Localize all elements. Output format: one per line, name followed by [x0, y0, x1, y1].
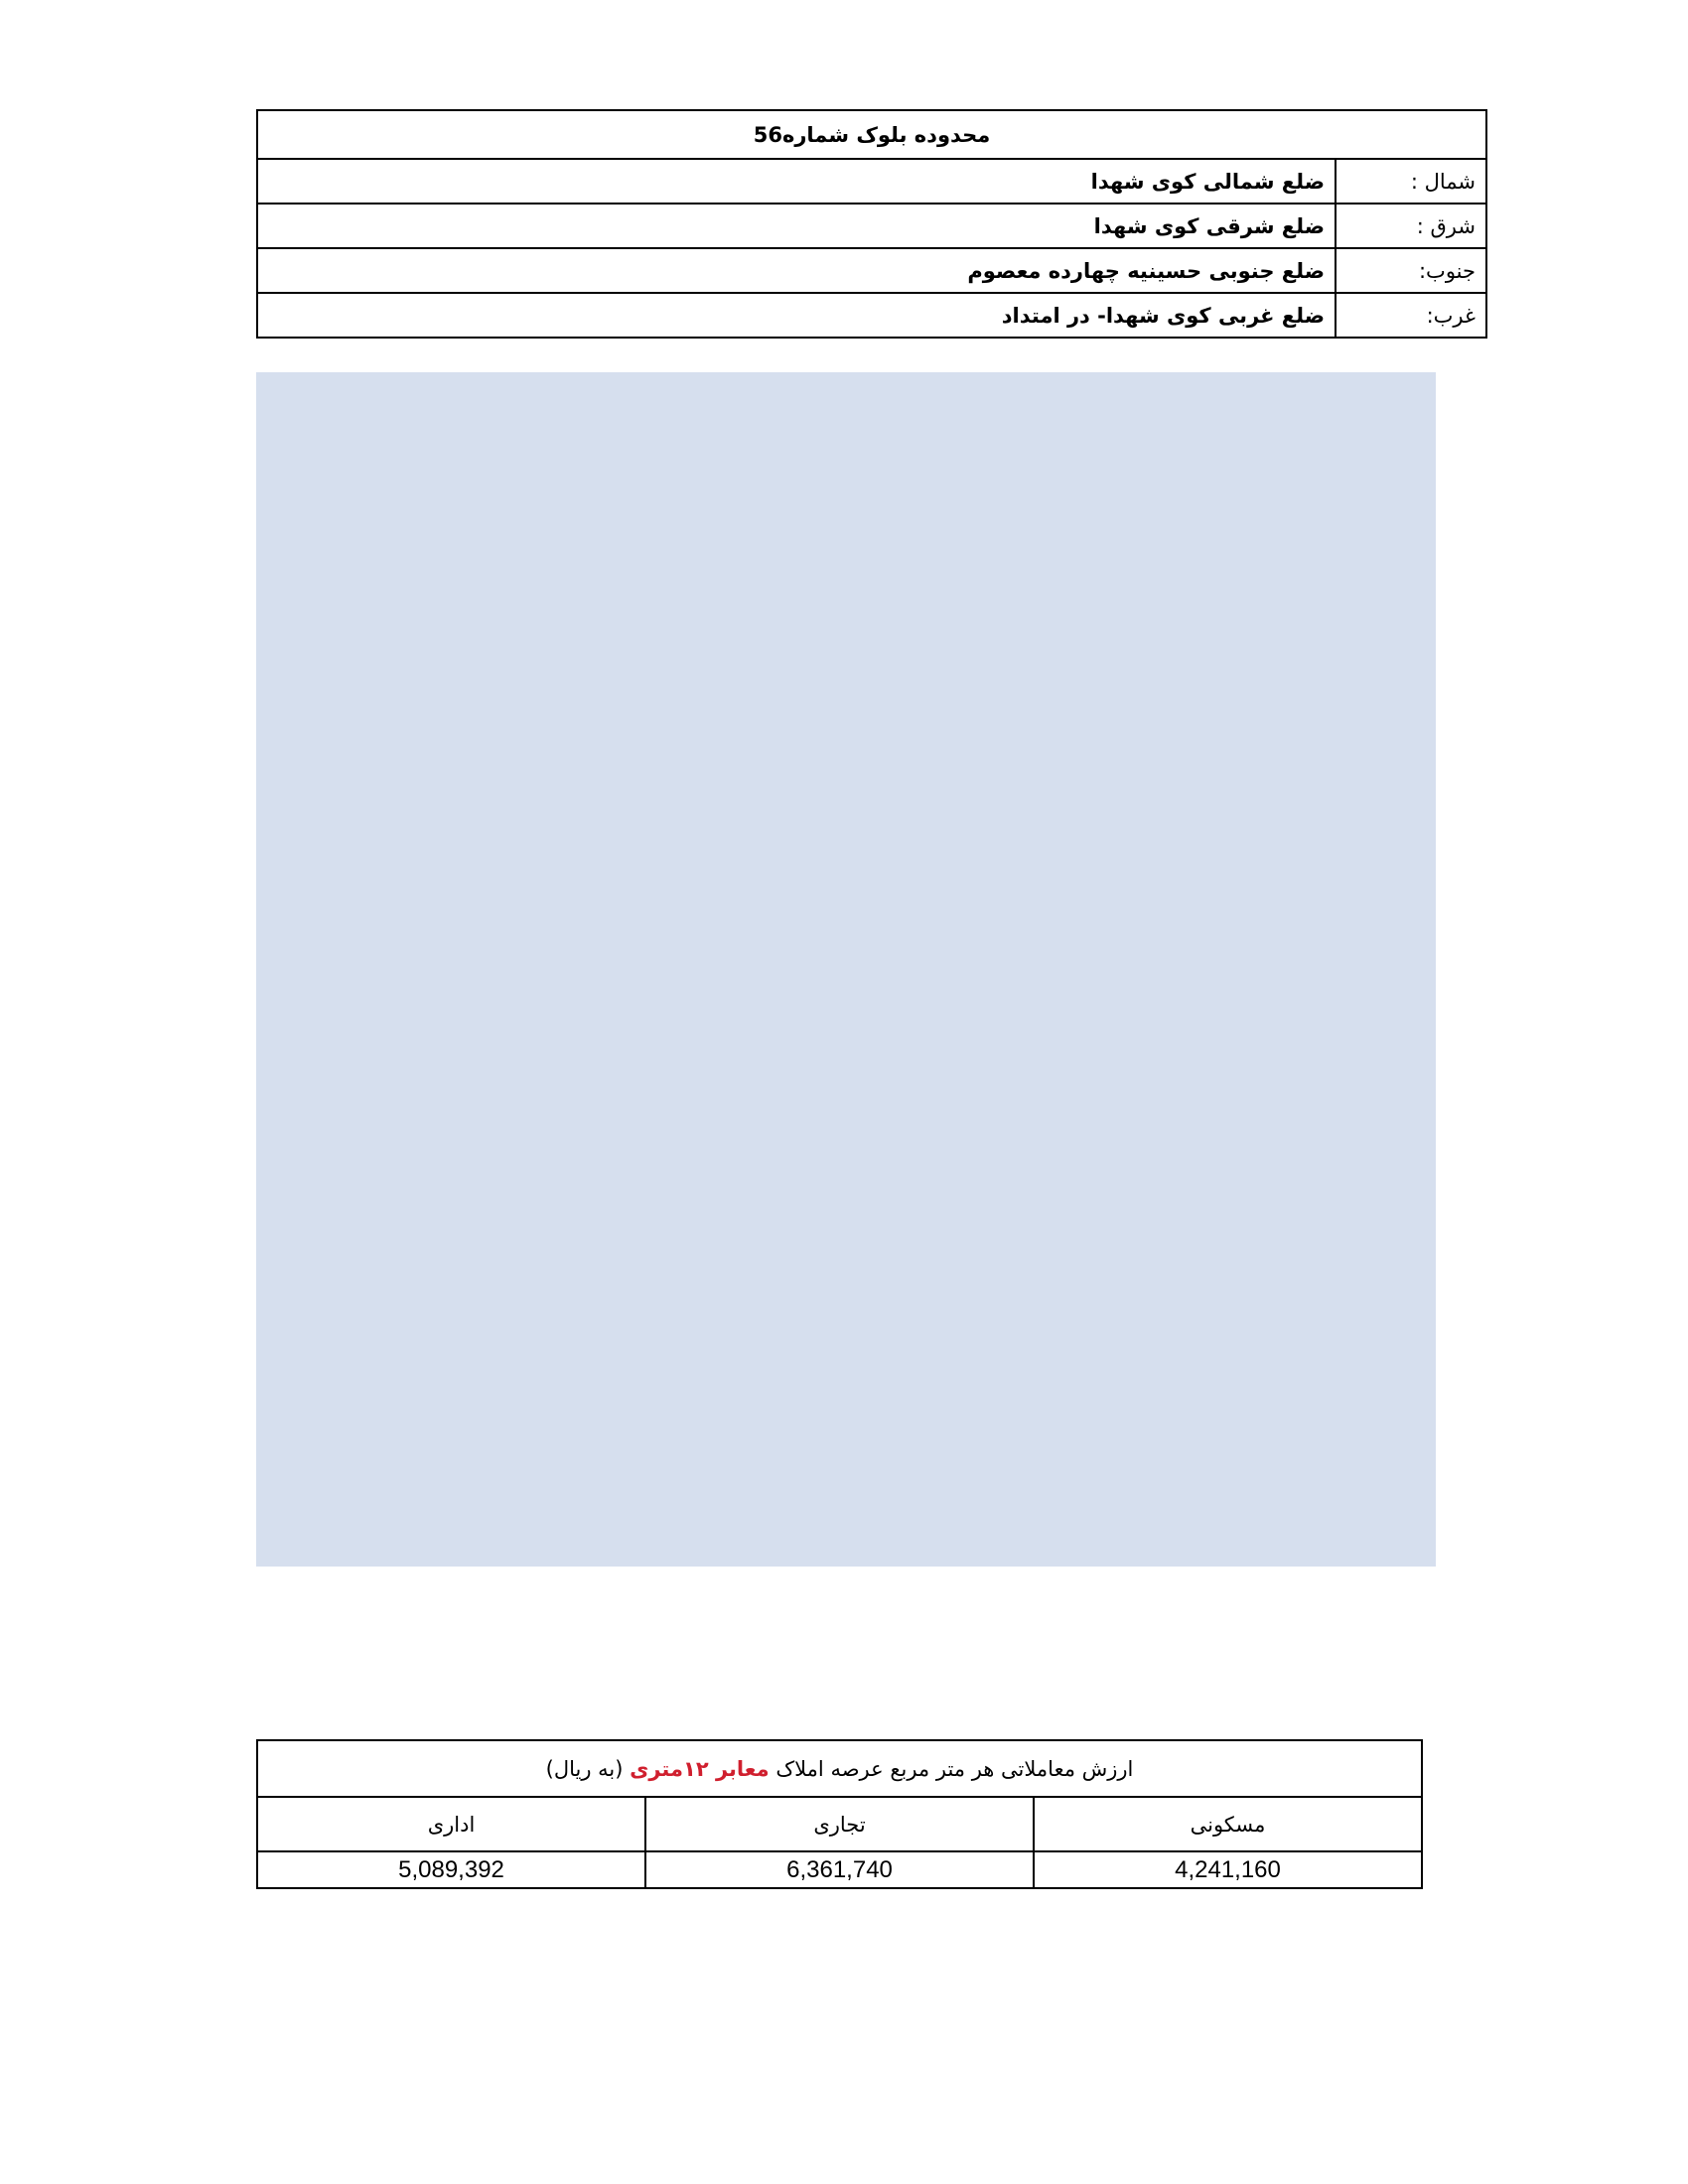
north-value: ضلع شمالی کوی شهدا — [257, 159, 1336, 204]
value-table-title-row — [257, 1740, 1422, 1797]
north-label: شمال : — [1336, 159, 1486, 204]
east-label: شرق : — [1336, 204, 1486, 248]
east-value: ضلع شرقی کوی شهدا — [257, 204, 1336, 248]
south-label: جنوب: — [1336, 248, 1486, 293]
header-office: اداری — [257, 1797, 645, 1851]
south-value: ضلع جنوبی حسینیه چهارده معصوم — [257, 248, 1336, 293]
value-table-title-prefix: ارزش معاملاتی هر متر مربع عرصه املاک — [775, 1756, 1134, 1781]
block-title: محدوده بلوک شماره56 — [257, 110, 1486, 159]
west-label: غرب: — [1336, 293, 1486, 338]
boundary-row-south — [257, 248, 1486, 293]
value-residential: 4,241,160 — [1034, 1851, 1422, 1888]
value-table-header-row — [257, 1797, 1422, 1851]
west-value: ضلع غربی کوی شهدا- در امتداد — [257, 293, 1336, 338]
value-commercial: 6,361,740 — [645, 1851, 1034, 1888]
block-title-row — [257, 110, 1486, 159]
boundary-row-west — [257, 293, 1486, 338]
transaction-value-table — [256, 1739, 1423, 1889]
header-residential: مسکونی — [1034, 1797, 1422, 1851]
value-table-data-row — [257, 1851, 1422, 1888]
block-map-image — [256, 372, 1436, 1567]
value-office: 5,089,392 — [257, 1851, 645, 1888]
header-commercial: تجاری — [645, 1797, 1034, 1851]
value-table-title-suffix: (به ریال) — [545, 1756, 624, 1781]
boundary-row-north — [257, 159, 1486, 204]
value-table-title — [257, 1740, 1422, 1797]
boundary-row-east — [257, 204, 1486, 248]
value-table-title-highlight: معابر ۱۲متری — [630, 1756, 770, 1781]
block-boundary-table — [256, 109, 1487, 339]
